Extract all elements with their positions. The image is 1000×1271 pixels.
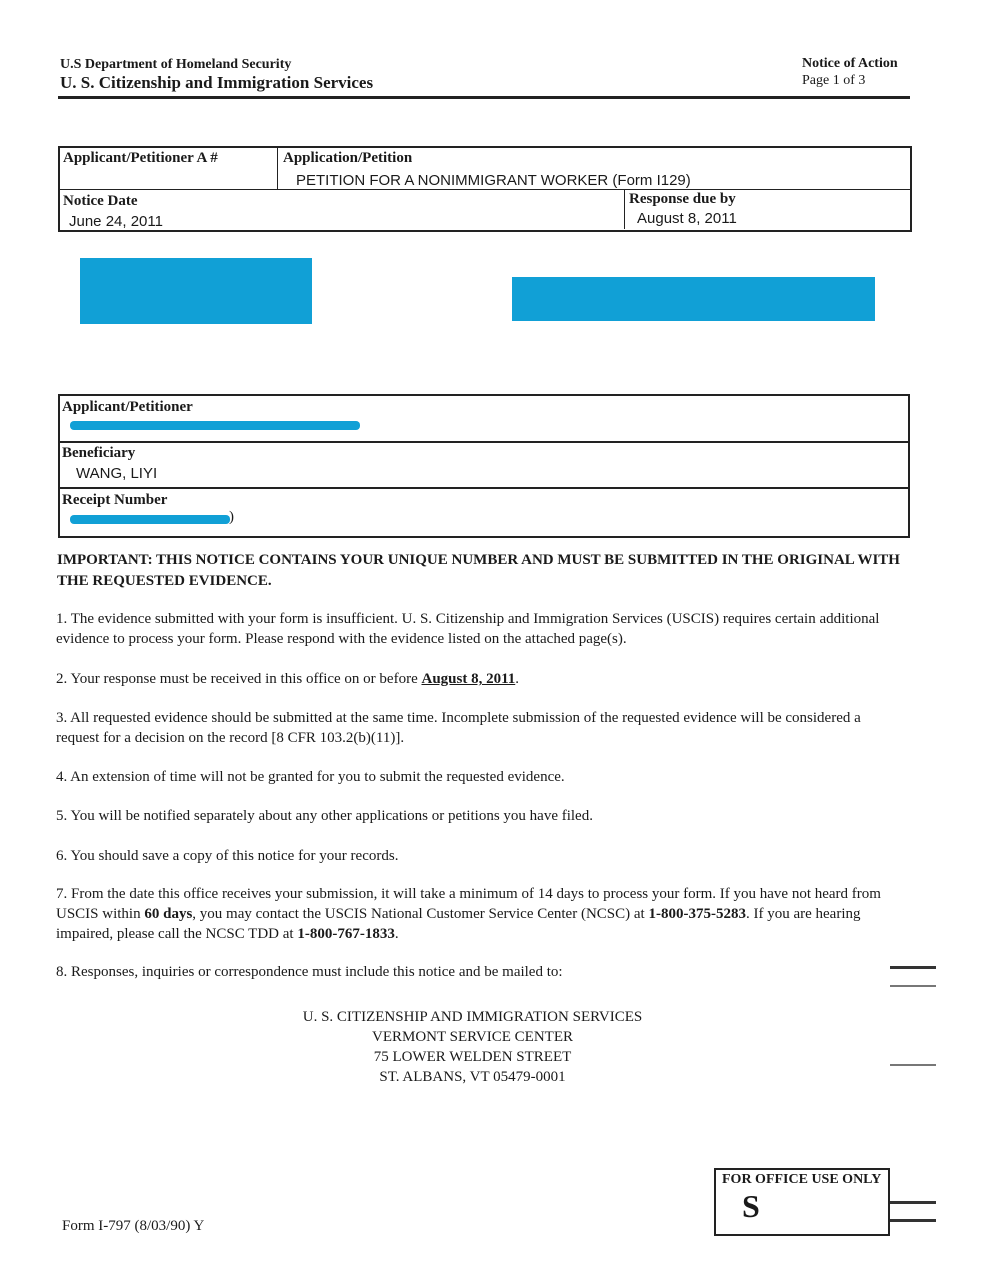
item-5: 5. You will be notified separately about any other applications or petitions you have filed. — [56, 808, 593, 824]
service-name: U. S. Citizenship and Immigration Services — [60, 73, 374, 92]
form-number: Form I-797 (8/03/90) Y — [62, 1218, 205, 1234]
office-use-label: FOR OFFICE USE ONLY — [722, 1172, 882, 1187]
redacted-mailing-address — [80, 258, 312, 324]
address-line-3: 75 LOWER WELDEN STREET — [373, 1049, 572, 1065]
address-line-2: VERMONT SERVICE CENTER — [371, 1029, 574, 1045]
item-3: 3. All requested evidence should be submitted at the same time. Incomplete submission of the requested evidence will be considered a request for a decision on the record [8 CFR 103.2(b)(11)]. — [56, 710, 861, 746]
office-use-code: S — [742, 1188, 760, 1224]
response-due-value: August 8, 2011 — [637, 210, 737, 227]
box-divider — [624, 189, 625, 229]
notice-date-value: June 24, 2011 — [69, 213, 163, 230]
item-1: 1. The evidence submitted with your form is insufficient. U. S. Citizenship and Immigration Services (USCIS) requires certain additional evidence to process your form. Please respond with the evidence listed on the attached page(s). — [56, 611, 880, 647]
item-7-text-d: . — [394, 926, 399, 942]
item-2-due-date: August 8, 2011 — [421, 671, 516, 687]
address-line-1: U. S. CITIZENSHIP AND IMMIGRATION SERVICES — [302, 1009, 643, 1025]
redacted-applicant-name — [70, 421, 360, 430]
important-notice: IMPORTANT: THIS NOTICE CONTAINS YOUR UNIQUE NUMBER AND MUST BE SUBMITTED IN THE ORIGINAL WITH THE REQUESTED EVIDENCE. — [57, 552, 900, 589]
beneficiary-label: Beneficiary — [62, 445, 136, 461]
item-6: 6. You should save a copy of this notice for your records. — [56, 848, 399, 864]
item-7-text-c: . If you are hearing impaired, please call the NCSC TDD at — [56, 906, 861, 942]
item-7-tdd-phone: 1-800-767-1833 — [297, 926, 395, 942]
item-7-text-b: , you may contact the USCIS National Customer Service Center (NCSC) at — [192, 906, 645, 922]
item-7 — [56, 884, 906, 944]
box-divider — [58, 189, 910, 190]
item-2-text: 2. Your response must be received in this office on or before — [56, 671, 418, 687]
item-7-bold: 60 days — [144, 906, 193, 922]
notice-type: Notice of Action — [802, 56, 898, 71]
receipt-suffix: ) — [229, 509, 234, 525]
a-number-label: Applicant/Petitioner A # — [63, 150, 218, 166]
notice-date-label: Notice Date — [63, 193, 138, 209]
item-8: 8. Responses, inquiries or correspondence must include this notice and be mailed to: — [56, 964, 563, 980]
item-7-phone: 1-800-375-5283 — [648, 906, 746, 922]
item-7-text-a: 7. From the date this office receives your submission, it will take a minimum of 14 days to process your form. If you have not heard from USCIS within — [56, 886, 881, 922]
item-2 — [56, 669, 906, 689]
header-rule — [58, 96, 910, 99]
application-value: PETITION FOR A NONIMMIGRANT WORKER (Form I129) — [296, 172, 691, 189]
scan-mark — [890, 1064, 936, 1066]
page-indicator: Page 1 of 3 — [802, 73, 866, 88]
redacted-receipt-number — [70, 515, 230, 524]
scan-mark — [890, 966, 936, 969]
scan-mark — [890, 985, 936, 987]
box-divider — [58, 487, 908, 489]
applicant-label: Applicant/Petitioner — [62, 399, 193, 415]
application-label: Application/Petition — [283, 150, 413, 166]
agency-name: U.S Department of Homeland Security — [60, 57, 292, 72]
response-due-label: Response due by — [629, 191, 736, 207]
receipt-number-label: Receipt Number — [62, 492, 168, 508]
address-line-4: ST. ALBANS, VT 05479-0001 — [379, 1069, 566, 1085]
item-4: 4. An extension of time will not be granted for you to submit the requested evidence. — [56, 769, 565, 785]
scan-mark — [890, 1201, 936, 1204]
box-divider — [58, 441, 908, 443]
box-divider — [277, 146, 278, 190]
scan-mark — [890, 1219, 936, 1222]
redacted-representative-address — [512, 277, 875, 321]
beneficiary-value: WANG, LIYI — [76, 465, 158, 482]
item-2-suffix: . — [515, 671, 520, 687]
